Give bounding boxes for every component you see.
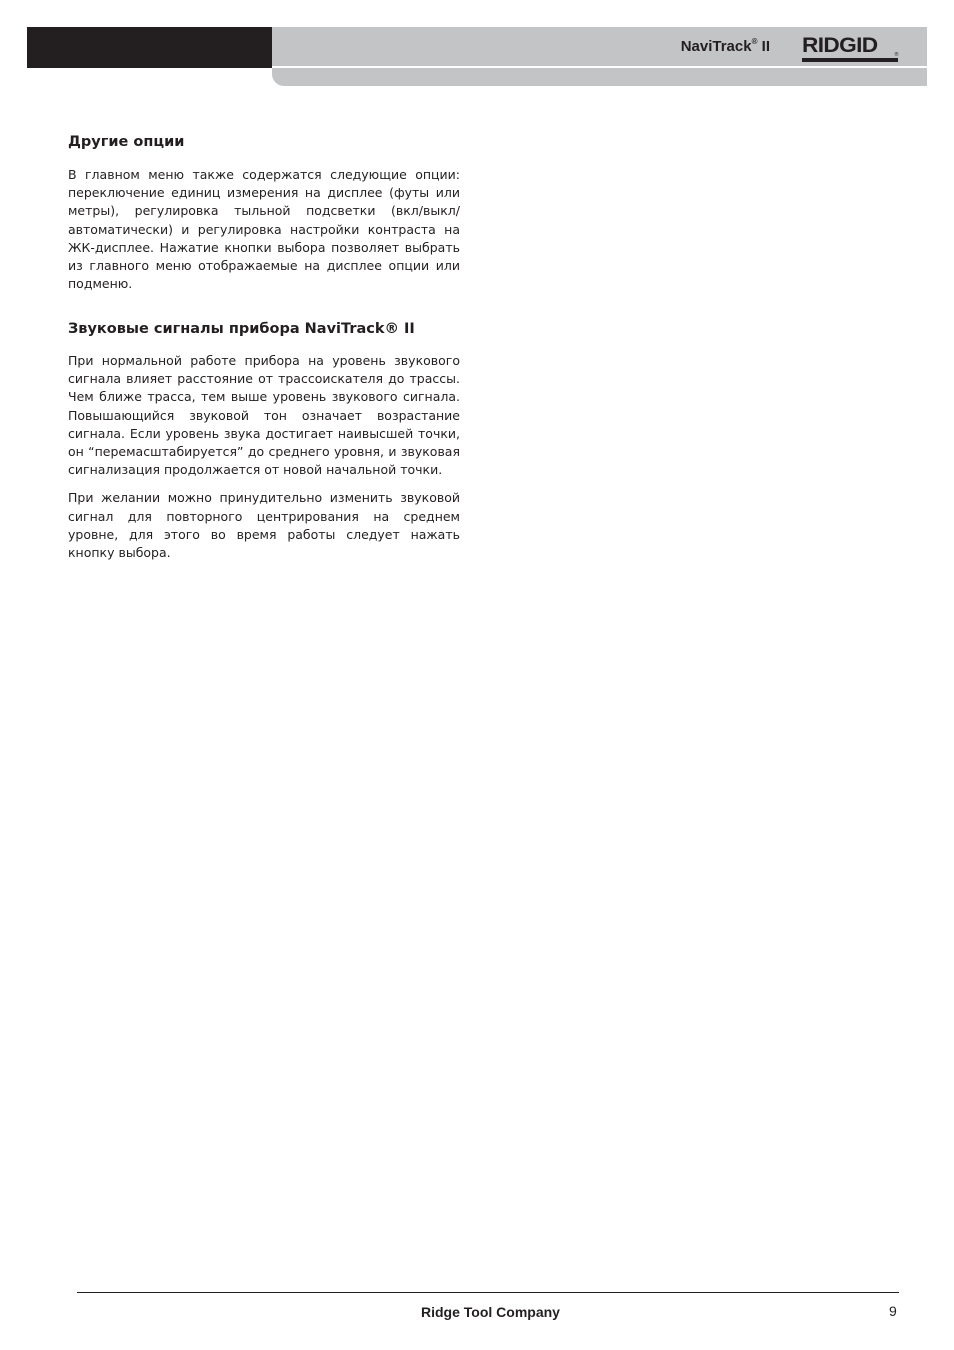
footer-divider — [77, 1292, 899, 1293]
header-product-name: NaviTrack® II — [680, 37, 770, 55]
logo-wordmark: RIDGID — [802, 34, 878, 57]
logo-registered-mark: ® — [894, 52, 899, 58]
section-paragraph: В главном меню также содержатся следующие опции: переключение единиц измерения на дисплее (футы или метры), регулировка тыльной подсветки (вкл/выкл/автоматически) и регулировка настройки контраста на ЖК-дисплее. Нажатие кнопки выбора позволяет выбрать из главного меню отображаемые на дисплее опции или подменю. — [68, 167, 460, 292]
logo-underline — [802, 58, 898, 62]
section-sound-signals — [68, 321, 460, 562]
section-heading: Звуковые сигналы прибора NaviTrack® II — [68, 321, 415, 337]
section-paragraph: При нормальной работе прибора на уровень звукового сигнала влияет расстояние от трассоискателя до трассы. Чем ближе трасса, тем выше уровень звукового сигнала. Повышающийся звуковой тон означает возрастание сигнала. Если уровень звука достигает наивысшей точки, он “перемасштабируется” до среднего уровня, и звуковая сигнализация продолжается от новой начальной точки. — [68, 353, 460, 478]
header-gray-tab — [272, 68, 927, 86]
footer-company: Ridge Tool Company — [421, 1304, 560, 1320]
ridgid-logo — [802, 36, 898, 64]
section-paragraph: При желании можно принудительно изменить звуковой сигнал для повторного центрирования на среднем уровне, для этого во время работы следует нажать кнопку выбора. — [68, 490, 460, 561]
section-other-options — [68, 134, 460, 293]
page-number: 9 — [889, 1303, 897, 1319]
section-heading: Другие опции — [68, 134, 185, 150]
header-black-block — [27, 27, 272, 68]
